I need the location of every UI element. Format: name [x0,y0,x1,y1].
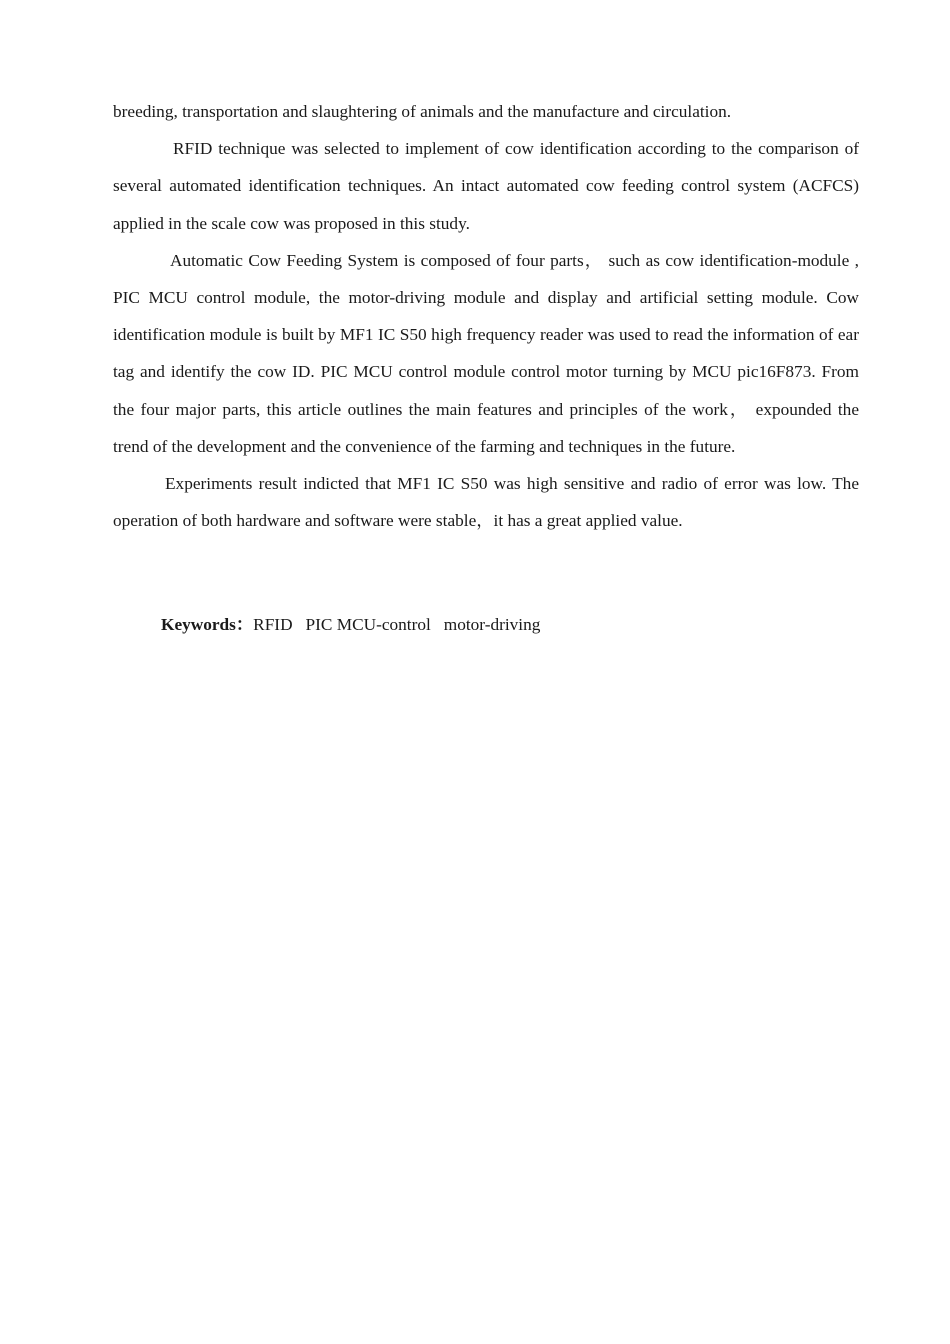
abstract-paragraph-system: Automatic Cow Feeding System is composed of four parts， such as cow identification-module , PIC MCU control module, the motor-driving module and display and artificial setting module. Cow identification module is built by MF1 IC S50 high frequency reader was used to read the information of ear tag and identify the cow ID. PIC MCU control module control motor turning by MCU pic16F873. From the four major parts, this article outlines the main features and principles of the work， expounded the trend of the development and the convenience of the farming and techniques in the future. [113,250,859,456]
abstract-body [113,93,859,539]
abstract-paragraph-experiments: Experiments result indicted that MF1 IC S50 was high sensitive and radio of error was low. The operation of both hardware and software were stable，it has a great applied value. [113,474,859,531]
keywords-label: Keywords： [161,615,254,634]
abstract-paragraph-rfid: RFID technique was selected to implement of cow identification according to the comparison of several automated identification techniques. An intact automated cow feeding control system (ACFCS) applied in the scale cow was proposed in this study. [113,139,859,233]
keywords-list: RFID PIC MCU-control motor-driving [253,615,541,634]
abstract-paragraph-continuation: breeding, transportation and slaughtering of animals and the manufacture and circulation. [113,102,732,121]
keywords-line [161,606,540,643]
